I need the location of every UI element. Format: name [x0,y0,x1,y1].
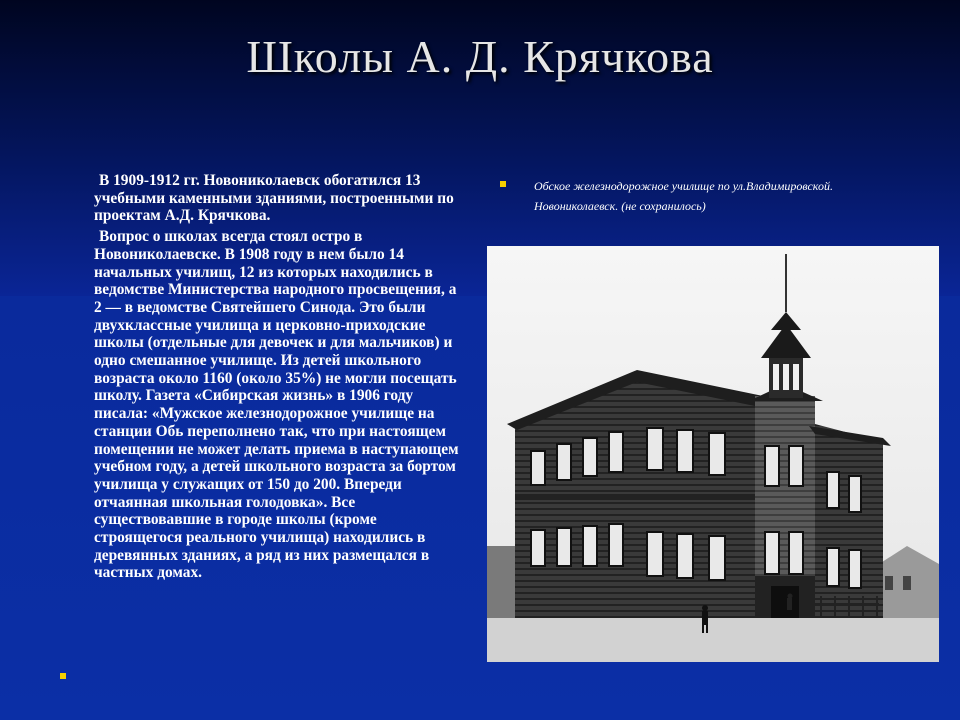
bullet-icon [60,673,66,679]
body-text [94,172,466,585]
school-building-illustration [487,246,939,662]
paragraph-schools: Вопрос о школах всегда стоял остро в Новониколаевске. В 1908 году в нем было 14 начальных училищ, 12 из которых находились в ведомстве Министерства народного просвещения, а 2 — в ведомстве Святейшего Синода. Это были двухклассные училища и церковно-приходские школы (отдельные для девочек и для мальчиков) и одно смешанное училище. Из детей школьного возраста около 1160 (около 35%) не могли посещать школу. Газета «Сибирская жизнь» в 1906 году писала: «Мужское железнодорожное училище на станции Обь переполнено так, что при настоящем помещении не может делать приема в наступающем учебном году, а детей школьного возраста за бортом училища у служащих от 150 до 200. Впереди отчаянная школьная голодовка». Все существовавшие в городе школы (кроме строящегося реального училища) находились в деревянных зданиях, а ряд из них размещался в частных домах. [94,228,459,582]
photo-caption [534,176,914,216]
caption-line-2: Новониколаевск. (не сохранилось) [534,199,706,213]
paragraph-intro: В 1909-1912 гг. Новониколаевск обогатился 13 учебными каменными зданиями, построенными по проектам А.Д. Крячкова. [94,172,454,225]
caption-bullet-icon [500,181,506,187]
slide-title: Школы А. Д. Крячкова [246,31,714,82]
school-building-photo [487,246,939,662]
caption-line-1: Обское железнодорожное училище по ул.Владимировской. [534,179,833,193]
